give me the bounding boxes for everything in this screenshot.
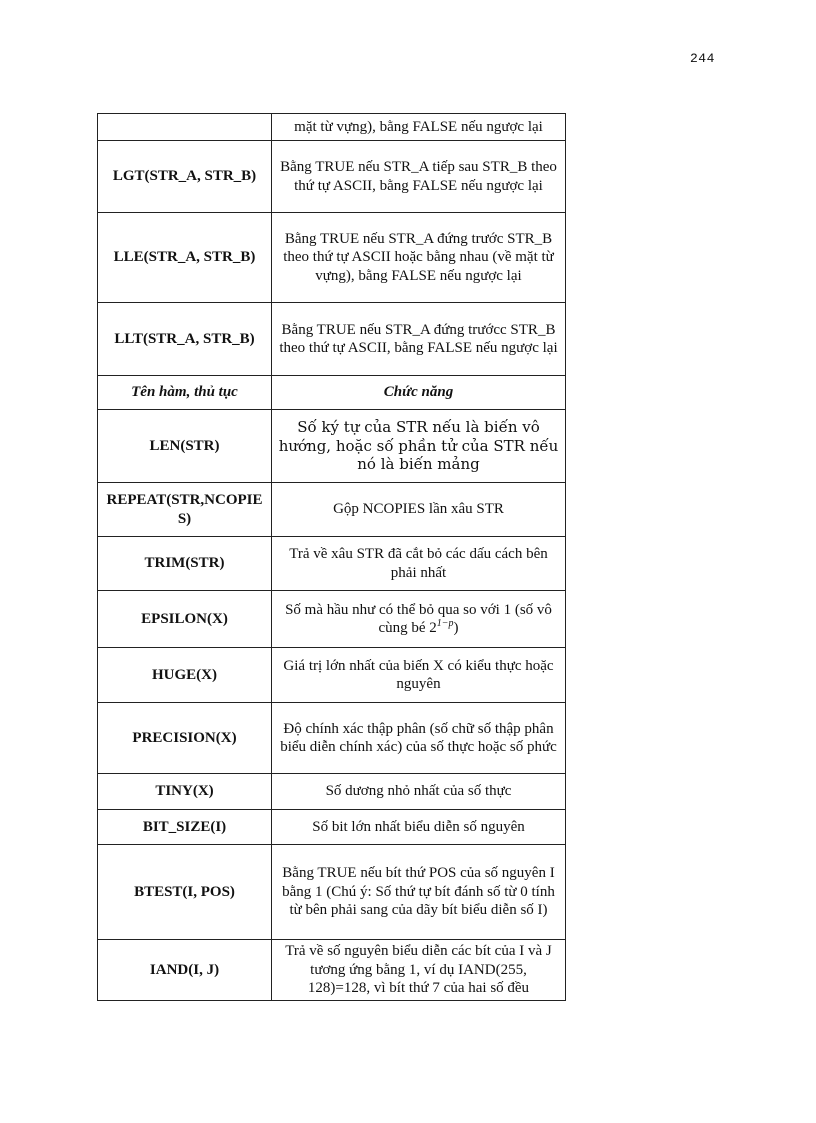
table-row bbox=[98, 940, 566, 1001]
function-description: Bằng TRUE nếu bít thứ POS của số nguyên I bằng 1 (Chú ý: Số thứ tự bít đánh số từ 0 tính từ bên phải sang của dãy bít biểu diễn số I) bbox=[272, 845, 566, 940]
table-row bbox=[98, 774, 566, 810]
table-row bbox=[98, 213, 566, 303]
function-description: Bằng TRUE nếu STR_A đứng trướcc STR_B theo thứ tự ASCII, bằng FALSE nếu ngược lại bbox=[272, 303, 566, 376]
function-name: LLE(STR_A, STR_B) bbox=[98, 213, 272, 303]
function-description: Số bit lớn nhất biểu diễn số nguyên bbox=[272, 810, 566, 845]
description-text: Số mà hầu như có thể bỏ qua so với 1 (số vô cùng bé bbox=[285, 601, 552, 636]
table-row bbox=[98, 303, 566, 376]
function-name: PRECISION(X) bbox=[98, 703, 272, 774]
table-row bbox=[98, 141, 566, 213]
table-row bbox=[98, 114, 566, 141]
function-name: TINY(X) bbox=[98, 774, 272, 810]
function-description: Số ký tự của STR nếu là biến vô hướng, hoặc số phần tử của STR nếu nó là biến mảng bbox=[272, 410, 566, 483]
function-name: LLT(STR_A, STR_B) bbox=[98, 303, 272, 376]
function-name: EPSILON(X) bbox=[98, 591, 272, 648]
table-row bbox=[98, 703, 566, 774]
table-header-row bbox=[98, 376, 566, 410]
function-table bbox=[97, 113, 566, 1001]
function-name: IAND(I, J) bbox=[98, 940, 272, 1001]
table-row bbox=[98, 483, 566, 537]
power-base: 2 bbox=[429, 620, 437, 636]
function-name: HUGE(X) bbox=[98, 648, 272, 703]
function-description: Trả về số nguyên biểu diễn các bít của I và J tương ứng bằng 1, ví dụ IAND(255, 128)=128, vì bít thứ 7 của hai số đều bbox=[272, 940, 566, 1001]
table-row bbox=[98, 845, 566, 940]
table-row bbox=[98, 591, 566, 648]
function-name: TRIM(STR) bbox=[98, 537, 272, 591]
function-name: LEN(STR) bbox=[98, 410, 272, 483]
header-name-cell: Tên hàm, thủ tục bbox=[98, 376, 272, 410]
header-desc-cell: Chức năng bbox=[272, 376, 566, 410]
function-description: Bằng TRUE nếu STR_A tiếp sau STR_B theo thứ tự ASCII, bằng FALSE nếu ngược lại bbox=[272, 141, 566, 213]
function-name: BTEST(I, POS) bbox=[98, 845, 272, 940]
page-number: 244 bbox=[690, 51, 715, 66]
function-description: Giá trị lớn nhất của biến X có kiểu thực hoặc nguyên bbox=[272, 648, 566, 703]
function-name: LGT(STR_A, STR_B) bbox=[98, 141, 272, 213]
function-description: mặt từ vựng), bằng FALSE nếu ngược lại bbox=[272, 114, 566, 141]
function-description: Số dương nhỏ nhất của số thực bbox=[272, 774, 566, 810]
power-exponent: 1−p bbox=[436, 618, 454, 629]
function-name bbox=[98, 114, 272, 141]
function-description: Gộp NCOPIES lần xâu STR bbox=[272, 483, 566, 537]
function-description: Trả về xâu STR đã cắt bỏ các dấu cách bên phải nhất bbox=[272, 537, 566, 591]
table-row bbox=[98, 537, 566, 591]
function-description: Bằng TRUE nếu STR_A đứng trước STR_B theo thứ tự ASCII hoặc bằng nhau (về mặt từ vựng), bằng FALSE nếu ngược lại bbox=[272, 213, 566, 303]
function-description: Độ chính xác thập phân (số chữ số thập phân biểu diễn chính xác) của số thực hoặc số phức bbox=[272, 703, 566, 774]
table-row bbox=[98, 810, 566, 845]
table-row bbox=[98, 410, 566, 483]
function-name: BIT_SIZE(I) bbox=[98, 810, 272, 845]
function-description bbox=[272, 591, 566, 648]
table-row bbox=[98, 648, 566, 703]
function-name: REPEAT(STR,NCOPIES) bbox=[98, 483, 272, 537]
description-end: ) bbox=[453, 620, 459, 636]
